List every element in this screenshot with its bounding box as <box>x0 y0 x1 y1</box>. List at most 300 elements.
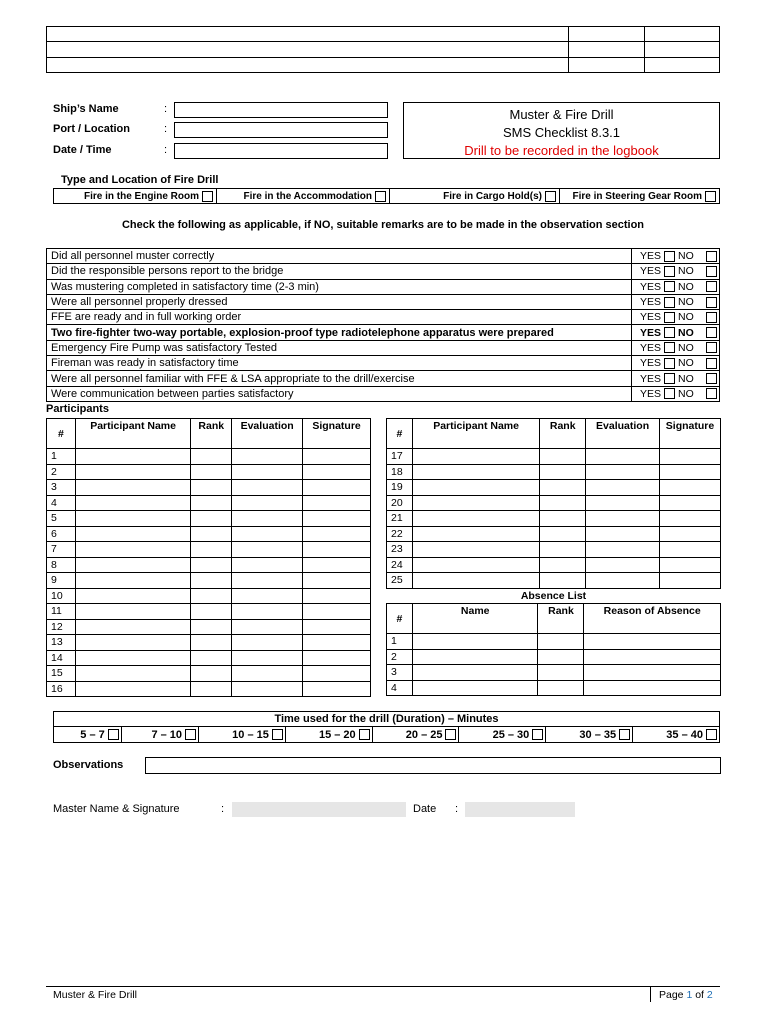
duration-option-group <box>375 729 457 741</box>
row-number: 14 <box>47 650 76 666</box>
no-checkbox[interactable] <box>706 358 717 369</box>
duration-checkbox[interactable] <box>532 729 543 740</box>
duration-label: 15 – 20 <box>318 728 356 741</box>
row-number: 24 <box>387 557 413 573</box>
duration-option <box>285 727 372 743</box>
participants-header-row <box>47 419 371 449</box>
date-field[interactable] <box>465 802 575 817</box>
absence-row <box>387 680 721 696</box>
participant-cell[interactable] <box>191 449 232 465</box>
participant-cell[interactable] <box>75 511 190 527</box>
yes-no-cell <box>632 294 720 309</box>
participant-cell[interactable] <box>586 511 660 527</box>
absence-cell[interactable] <box>584 634 721 650</box>
duration-option-group <box>201 729 283 741</box>
participant-cell[interactable] <box>191 604 232 620</box>
no-label: NO <box>678 357 694 370</box>
participant-cell[interactable] <box>586 495 660 511</box>
duration-checkbox[interactable] <box>108 729 119 740</box>
duration-option <box>199 727 286 743</box>
no-checkbox[interactable] <box>706 251 717 262</box>
row-number: 16 <box>47 681 76 697</box>
checklist-row <box>47 340 720 355</box>
yes-checkbox[interactable] <box>664 266 675 277</box>
participant-row <box>387 542 721 558</box>
row-number: 23 <box>387 542 413 558</box>
yes-checkbox[interactable] <box>664 297 675 308</box>
absence-cell[interactable] <box>538 649 584 665</box>
participant-cell[interactable] <box>412 480 539 496</box>
duration-label: 30 – 35 <box>579 728 617 741</box>
absence-cell[interactable] <box>412 680 538 696</box>
yes-no-cell <box>632 371 720 386</box>
drill-option-accommodation: Fire in the Accommodation <box>243 190 372 202</box>
participant-cell[interactable] <box>191 666 232 682</box>
participants-heading: Participants <box>46 403 109 415</box>
participant-cell[interactable] <box>412 573 539 589</box>
participant-cell[interactable] <box>191 480 232 496</box>
duration-checkbox[interactable] <box>619 729 630 740</box>
row-number: 10 <box>47 588 76 604</box>
form-title: Muster & Fire Drill <box>509 107 614 122</box>
participant-cell[interactable] <box>75 449 190 465</box>
participant-cell[interactable] <box>303 542 371 558</box>
participant-cell[interactable] <box>191 619 232 635</box>
date-time-colon: : <box>164 144 168 156</box>
participant-cell[interactable] <box>586 464 660 480</box>
participant-row <box>47 573 371 589</box>
column-header: Signature <box>303 419 371 449</box>
participant-cell[interactable] <box>75 573 190 589</box>
participant-cell[interactable] <box>586 526 660 542</box>
participant-row <box>387 557 721 573</box>
checklist-row <box>47 310 720 325</box>
participant-cell[interactable] <box>232 557 303 573</box>
port-location-field[interactable] <box>174 122 388 138</box>
duration-option <box>633 727 720 743</box>
column-header: Evaluation <box>586 419 660 449</box>
yes-no-group <box>640 341 717 355</box>
no-checkbox[interactable] <box>706 342 717 353</box>
duration-label: 20 – 25 <box>405 728 443 741</box>
participant-row <box>47 681 371 697</box>
date-time-field[interactable] <box>174 143 388 159</box>
participant-cell[interactable] <box>586 480 660 496</box>
checklist-row <box>47 264 720 279</box>
participant-row <box>387 480 721 496</box>
participant-cell[interactable] <box>540 480 586 496</box>
observations-field[interactable] <box>145 757 721 774</box>
duration-checkbox[interactable] <box>185 729 196 740</box>
participant-cell[interactable] <box>660 573 721 589</box>
participant-cell[interactable] <box>303 449 371 465</box>
participant-cell[interactable] <box>232 619 303 635</box>
absence-cell[interactable] <box>538 665 584 681</box>
page-indicator <box>659 989 713 1001</box>
absence-cell[interactable] <box>412 665 538 681</box>
participant-cell[interactable] <box>586 573 660 589</box>
column-header: Rank <box>538 604 584 634</box>
yes-label: YES <box>640 341 662 354</box>
absence-heading: Absence List <box>387 588 721 604</box>
participant-cell[interactable] <box>540 542 586 558</box>
column-header: Participant Name <box>75 419 190 449</box>
column-header: Rank <box>191 419 232 449</box>
participant-cell[interactable] <box>303 495 371 511</box>
duration-option <box>459 727 546 743</box>
participant-cell[interactable] <box>232 449 303 465</box>
check-instruction: Check the following as applicable, if NO, suitable remarks are to be made in the observation section <box>121 219 645 231</box>
participant-cell[interactable] <box>303 604 371 620</box>
participant-cell[interactable] <box>232 666 303 682</box>
participant-cell[interactable] <box>540 511 586 527</box>
row-number: 3 <box>387 665 413 681</box>
participant-cell[interactable] <box>232 650 303 666</box>
participant-cell[interactable] <box>75 557 190 573</box>
absence-cell[interactable] <box>584 649 721 665</box>
no-checkbox[interactable] <box>706 388 717 399</box>
duration-option-group <box>548 729 630 741</box>
engine-room-checkbox[interactable] <box>202 191 213 202</box>
participant-row <box>47 650 371 666</box>
participant-cell[interactable] <box>540 449 586 465</box>
participant-cell[interactable] <box>303 511 371 527</box>
absence-cell[interactable] <box>584 665 721 681</box>
no-checkbox[interactable] <box>706 312 717 323</box>
no-checkbox[interactable] <box>706 373 717 384</box>
row-number: 1 <box>387 634 413 650</box>
master-signature-field[interactable] <box>232 802 406 817</box>
yes-no-cell <box>632 356 720 371</box>
row-number: 22 <box>387 526 413 542</box>
row-number: 1 <box>47 449 76 465</box>
yes-no-group <box>640 249 717 263</box>
participant-cell[interactable] <box>191 573 232 589</box>
participant-cell[interactable] <box>191 681 232 697</box>
participant-row <box>47 542 371 558</box>
participant-row <box>47 619 371 635</box>
participant-cell[interactable] <box>232 604 303 620</box>
yes-no-group <box>640 310 717 324</box>
no-checkbox[interactable] <box>706 327 717 338</box>
participant-cell[interactable] <box>412 464 539 480</box>
steering-gear-checkbox[interactable] <box>705 191 716 202</box>
row-number: 18 <box>387 464 413 480</box>
yes-no-group <box>640 356 717 370</box>
row-number: 17 <box>387 449 413 465</box>
absence-row <box>387 634 721 650</box>
yes-no-cell <box>632 340 720 355</box>
participant-cell[interactable] <box>75 681 190 697</box>
duration-option <box>121 727 198 743</box>
participant-cell[interactable] <box>586 449 660 465</box>
yes-label: YES <box>640 250 662 263</box>
cargo-hold-checkbox[interactable] <box>545 191 556 202</box>
participant-row <box>47 588 371 604</box>
duration-label: 5 – 7 <box>80 728 105 741</box>
row-number: 11 <box>47 604 76 620</box>
row-number: 8 <box>47 557 76 573</box>
participant-cell[interactable] <box>540 573 586 589</box>
participant-cell[interactable] <box>540 526 586 542</box>
checklist-question: Were all personnel familiar with FFE & LSA appropriate to the drill/exercise <box>47 371 632 386</box>
participant-cell[interactable] <box>191 635 232 651</box>
participants-table-right <box>386 418 721 589</box>
no-label: NO <box>678 280 694 293</box>
participant-cell[interactable] <box>303 666 371 682</box>
participant-cell[interactable] <box>75 542 190 558</box>
duration-label: 7 – 10 <box>151 728 183 741</box>
participant-cell[interactable] <box>412 449 539 465</box>
column-header: Evaluation <box>232 419 303 449</box>
participant-cell[interactable] <box>232 588 303 604</box>
duration-option-group <box>288 729 370 741</box>
participant-row <box>387 573 721 589</box>
yes-checkbox[interactable] <box>664 358 675 369</box>
ship-name-field[interactable] <box>174 102 388 118</box>
participant-cell[interactable] <box>232 464 303 480</box>
column-header: Name <box>412 604 538 634</box>
column-header: Participant Name <box>412 419 539 449</box>
checklist-question: Was mustering completed in satisfactory time (2-3 min) <box>47 279 632 294</box>
absence-cell[interactable] <box>584 680 721 696</box>
ship-name-colon: : <box>164 103 168 115</box>
participant-cell[interactable] <box>303 557 371 573</box>
column-header: Rank <box>540 419 586 449</box>
duration-checkbox[interactable] <box>445 729 456 740</box>
participant-cell[interactable] <box>232 681 303 697</box>
duration-option-group <box>461 729 543 741</box>
duration-label: 35 – 40 <box>666 728 703 741</box>
participant-cell[interactable] <box>540 464 586 480</box>
yes-checkbox[interactable] <box>664 327 675 338</box>
page-word: Page <box>659 989 684 1001</box>
participant-cell[interactable] <box>75 650 190 666</box>
participant-cell[interactable] <box>412 526 539 542</box>
participant-cell[interactable] <box>412 511 539 527</box>
participant-cell[interactable] <box>660 526 721 542</box>
absence-table <box>386 588 721 696</box>
duration-checkbox[interactable] <box>359 729 370 740</box>
participant-cell[interactable] <box>303 573 371 589</box>
yes-checkbox[interactable] <box>664 251 675 262</box>
no-checkbox[interactable] <box>706 297 717 308</box>
header-grid <box>46 26 720 73</box>
participant-cell[interactable] <box>660 542 721 558</box>
yes-checkbox[interactable] <box>664 342 675 353</box>
participant-cell[interactable] <box>303 464 371 480</box>
participant-cell[interactable] <box>191 557 232 573</box>
drill-option-engine-room: Fire in the Engine Room <box>83 190 199 202</box>
checklist-question: Did the responsible persons report to the bridge <box>47 264 632 279</box>
participant-cell[interactable] <box>75 464 190 480</box>
row-number: 25 <box>387 573 413 589</box>
participant-cell[interactable] <box>586 542 660 558</box>
row-number: 21 <box>387 511 413 527</box>
participant-cell[interactable] <box>191 588 232 604</box>
row-number: 20 <box>387 495 413 511</box>
absence-row <box>387 665 721 681</box>
drill-type-row <box>53 188 720 204</box>
participant-cell[interactable] <box>191 526 232 542</box>
yes-no-group <box>640 387 717 401</box>
duration-option <box>372 727 459 743</box>
absence-cell[interactable] <box>412 634 538 650</box>
row-number: 13 <box>47 635 76 651</box>
title-box <box>403 102 720 159</box>
absence-cell[interactable] <box>538 634 584 650</box>
participant-cell[interactable] <box>412 557 539 573</box>
column-header: # <box>387 604 413 634</box>
checklist-question: Were communication between parties satisfactory <box>47 386 632 401</box>
participant-cell[interactable] <box>303 480 371 496</box>
participant-cell[interactable] <box>75 480 190 496</box>
row-number: 4 <box>387 680 413 696</box>
participant-cell[interactable] <box>232 635 303 651</box>
participant-cell[interactable] <box>232 511 303 527</box>
absence-cell[interactable] <box>538 680 584 696</box>
participant-cell[interactable] <box>232 495 303 511</box>
accommodation-checkbox[interactable] <box>375 191 386 202</box>
checklist-row <box>47 371 720 386</box>
participant-cell[interactable] <box>660 464 721 480</box>
participant-cell[interactable] <box>232 573 303 589</box>
no-label: NO <box>678 296 694 309</box>
checklist-row <box>47 249 720 264</box>
participant-cell[interactable] <box>75 666 190 682</box>
participant-cell[interactable] <box>586 557 660 573</box>
duration-checkbox[interactable] <box>706 729 717 740</box>
yes-label: YES <box>640 326 662 339</box>
duration-option <box>54 727 122 743</box>
participant-cell[interactable] <box>303 635 371 651</box>
participant-cell[interactable] <box>191 495 232 511</box>
participant-cell[interactable] <box>232 542 303 558</box>
participant-cell[interactable] <box>540 557 586 573</box>
checklist-question: FFE are ready and in full working order <box>47 310 632 325</box>
column-header: # <box>47 419 76 449</box>
participant-cell[interactable] <box>303 681 371 697</box>
yes-no-cell <box>632 325 720 340</box>
column-header: # <box>387 419 413 449</box>
participant-cell[interactable] <box>660 449 721 465</box>
yes-no-group <box>640 326 717 340</box>
participant-row <box>387 449 721 465</box>
participants-header-row <box>387 419 721 449</box>
yes-checkbox[interactable] <box>664 281 675 292</box>
no-label: NO <box>678 265 694 278</box>
yes-no-group <box>640 280 717 294</box>
no-checkbox[interactable] <box>706 266 717 277</box>
participant-cell[interactable] <box>412 495 539 511</box>
participant-cell[interactable] <box>75 619 190 635</box>
participant-cell[interactable] <box>75 495 190 511</box>
participant-cell[interactable] <box>191 464 232 480</box>
checklist-question: Fireman was ready in satisfactory time <box>47 356 632 371</box>
participant-cell[interactable] <box>75 588 190 604</box>
yes-label: YES <box>640 296 662 309</box>
column-header: Reason of Absence <box>584 604 721 634</box>
footer-rule <box>46 986 720 987</box>
observations-label: Observations <box>53 759 124 771</box>
participant-cell[interactable] <box>660 557 721 573</box>
participant-cell[interactable] <box>191 650 232 666</box>
participant-row <box>47 464 371 480</box>
participant-cell[interactable] <box>660 480 721 496</box>
participant-cell[interactable] <box>232 480 303 496</box>
duration-option <box>546 727 633 743</box>
drill-type-heading: Type and Location of Fire Drill <box>61 174 219 186</box>
participant-cell[interactable] <box>303 588 371 604</box>
no-checkbox[interactable] <box>706 281 717 292</box>
row-number: 2 <box>47 464 76 480</box>
no-label: NO <box>678 387 694 400</box>
checklist-row <box>47 279 720 294</box>
participant-cell[interactable] <box>232 526 303 542</box>
page-current: 1 <box>686 989 693 1001</box>
yes-checkbox[interactable] <box>664 388 675 399</box>
participant-cell[interactable] <box>75 635 190 651</box>
yes-checkbox[interactable] <box>664 312 675 323</box>
yes-checkbox[interactable] <box>664 373 675 384</box>
participant-cell[interactable] <box>303 650 371 666</box>
participant-cell[interactable] <box>303 526 371 542</box>
participant-cell[interactable] <box>75 526 190 542</box>
participant-cell[interactable] <box>303 619 371 635</box>
participant-cell[interactable] <box>191 511 232 527</box>
logbook-note: Drill to be recorded in the logbook <box>464 143 659 158</box>
participant-row <box>47 449 371 465</box>
port-location-label: Port / Location <box>53 123 130 135</box>
participant-row <box>387 495 721 511</box>
port-location-colon: : <box>164 123 168 135</box>
yes-no-cell <box>632 264 720 279</box>
duration-table <box>53 711 720 743</box>
absence-header-row <box>387 604 721 634</box>
row-number: 19 <box>387 480 413 496</box>
row-number: 9 <box>47 573 76 589</box>
yes-label: YES <box>640 311 662 324</box>
master-signature-label: Master Name & Signature <box>53 803 180 815</box>
checklist-question: Two fire-fighter two-way portable, explosion-proof type radiotelephone apparatus were prepared <box>47 325 632 340</box>
participant-cell[interactable] <box>660 511 721 527</box>
participant-cell[interactable] <box>75 604 190 620</box>
row-number: 7 <box>47 542 76 558</box>
footer-title: Muster & Fire Drill <box>53 989 138 1001</box>
participant-cell[interactable] <box>191 542 232 558</box>
checklist <box>46 248 720 402</box>
participant-row <box>47 495 371 511</box>
yes-label: YES <box>640 387 662 400</box>
no-label: NO <box>678 311 694 324</box>
ship-name-label: Ship’s Name <box>53 103 119 115</box>
yes-no-group <box>640 264 717 278</box>
participant-cell[interactable] <box>540 495 586 511</box>
participant-cell[interactable] <box>412 542 539 558</box>
absence-cell[interactable] <box>412 649 538 665</box>
participant-row <box>47 557 371 573</box>
participant-cell[interactable] <box>660 495 721 511</box>
no-label: NO <box>678 341 694 354</box>
participant-row <box>387 511 721 527</box>
yes-no-group <box>640 295 717 309</box>
checklist-row <box>47 294 720 309</box>
checklist-question: Did all personnel muster correctly <box>47 249 632 264</box>
row-number: 2 <box>387 649 413 665</box>
duration-checkbox[interactable] <box>272 729 283 740</box>
no-label: NO <box>678 326 694 339</box>
checklist-row <box>47 356 720 371</box>
